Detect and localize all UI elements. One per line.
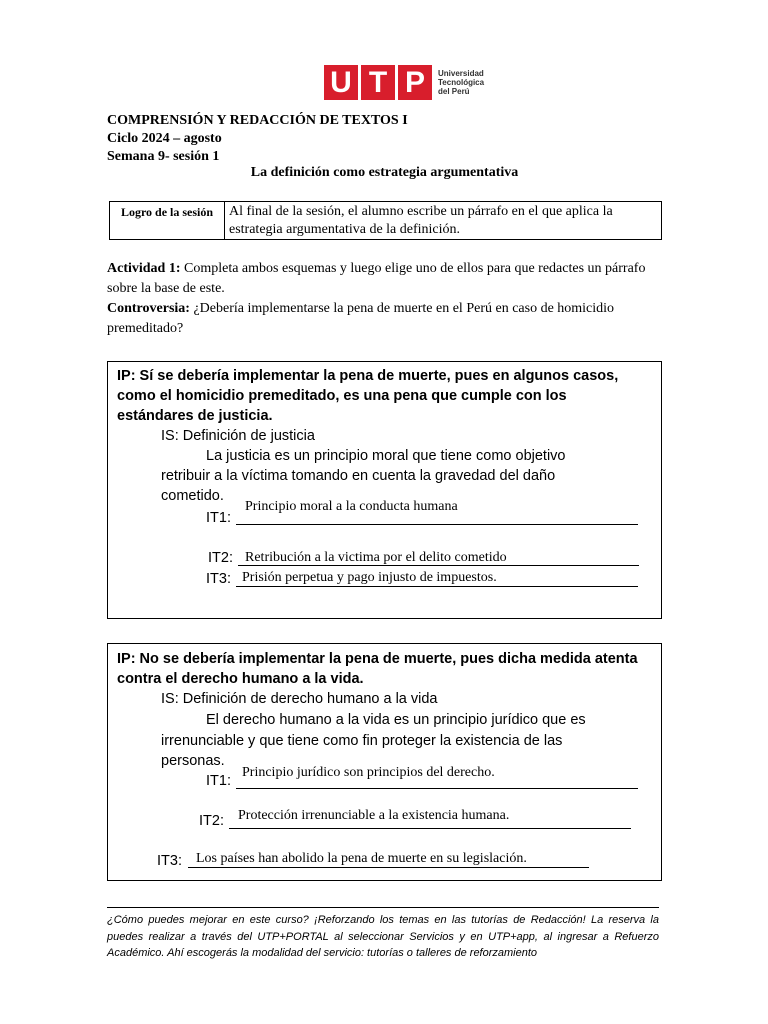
cycle-text: Ciclo 2024 – agosto <box>107 131 222 146</box>
main-idea: IP: No se debería implementar la pena de muerte, pues dicha medida atenta contra el derecho humano a la vida. <box>117 651 638 687</box>
week-text: Semana 9- sesión 1 <box>107 149 220 164</box>
it1-label: IT1: <box>206 510 231 526</box>
definition-line: El derecho humano a la vida es un principio jurídico que es <box>206 712 586 728</box>
it2-label: IT2: <box>199 813 224 829</box>
it2-label: IT2: <box>208 550 233 566</box>
it1-answer[interactable]: Principio moral a la conducta humana <box>245 499 458 514</box>
logo-text-line: del Perú <box>438 87 470 96</box>
session-topic: La definición como estrategia argumentativa <box>250 165 519 180</box>
footer-divider <box>107 907 659 908</box>
logo-mark <box>324 65 432 100</box>
activity-instructions <box>107 259 667 299</box>
secondary-idea: IS: Definición de justicia <box>161 428 315 444</box>
it2-answer[interactable]: Retribución a la victima por el delito cometido <box>245 550 507 565</box>
logro-text: Al final de la sesión, el alumno escribe un párrafo en el que aplica la estrategia argumentativa de la definición. <box>229 204 613 237</box>
definition-line: irrenunciable y que tiene como fin proteger la existencia de las <box>161 733 563 749</box>
it3-underline <box>236 586 638 587</box>
it1-label: IT1: <box>206 773 231 789</box>
it2-underline <box>229 828 631 829</box>
logo-wordmark <box>438 69 484 96</box>
controversy-text: ¿Debería implementarse la pena de muerte en el Perú en caso de homicidio premeditado? <box>107 301 615 336</box>
logo-separator <box>395 65 398 100</box>
it1-underline <box>236 788 638 789</box>
activity-text: Completa ambos esquemas y luego elige uno de ellos para que redactes un párrafo sobre la base de este. <box>107 261 646 296</box>
controversy <box>107 299 667 339</box>
it3-label: IT3: <box>157 853 182 869</box>
activity-label: Actividad 1: <box>107 261 181 276</box>
it1-underline <box>236 524 638 525</box>
controversy-label: Controversia: <box>107 301 190 316</box>
logo-text-line: Tecnológica <box>438 78 485 87</box>
logo-letter-p: P <box>404 66 425 99</box>
logo-separator <box>358 65 361 100</box>
definition-line: La justicia es un principio moral que tiene como objetivo <box>206 448 566 464</box>
course-title: COMPRENSIÓN Y REDACCIÓN DE TEXTOS I <box>107 113 408 128</box>
logo-letter-u: U <box>330 66 352 99</box>
logro-table <box>109 201 662 240</box>
it3-answer[interactable]: Prisión perpetua y pago injusto de impuestos. <box>242 570 497 585</box>
logo-text-line: Universidad <box>438 69 484 78</box>
secondary-idea: IS: Definición de derecho humano a la vida <box>161 691 438 707</box>
it1-answer[interactable]: Principio jurídico son principios del derecho. <box>242 765 495 780</box>
main-idea: IP: Sí se debería implementar la pena de muerte, pues en algunos casos, como el homicidio premeditado, es una pena que cumple con los estándares de justicia. <box>117 368 619 424</box>
utp-logo <box>324 65 484 100</box>
definition-line: personas. <box>161 753 225 769</box>
it3-label: IT3: <box>206 571 231 587</box>
definition-line: cometido. <box>161 488 224 504</box>
logo-letter-t: T <box>368 66 388 99</box>
it2-answer[interactable]: Protección irrenunciable a la existencia humana. <box>238 808 510 823</box>
it3-answer[interactable]: Los países han abolido la pena de muerte en su legislación. <box>196 851 527 866</box>
footer-note: ¿Cómo puedes mejorar en este curso? ¡Reforzando los temas en las tutorías de Redacción! La reserva la puedes realizar a través del UTP+PORTAL al seleccionar Servicios y en UTP+app, al ingresar a Refuerzo Académico. Ahí escogerás la modalidad del servicio: tutorías o talleres de reforzamiento <box>107 914 659 959</box>
logro-label: Logro de la sesión <box>110 202 225 239</box>
it3-underline <box>188 867 589 868</box>
definition-line: retribuir a la víctima tomando en cuenta la gravedad del daño <box>161 468 556 484</box>
scheme-box-yes <box>107 361 662 619</box>
scheme-box-no <box>107 643 662 881</box>
